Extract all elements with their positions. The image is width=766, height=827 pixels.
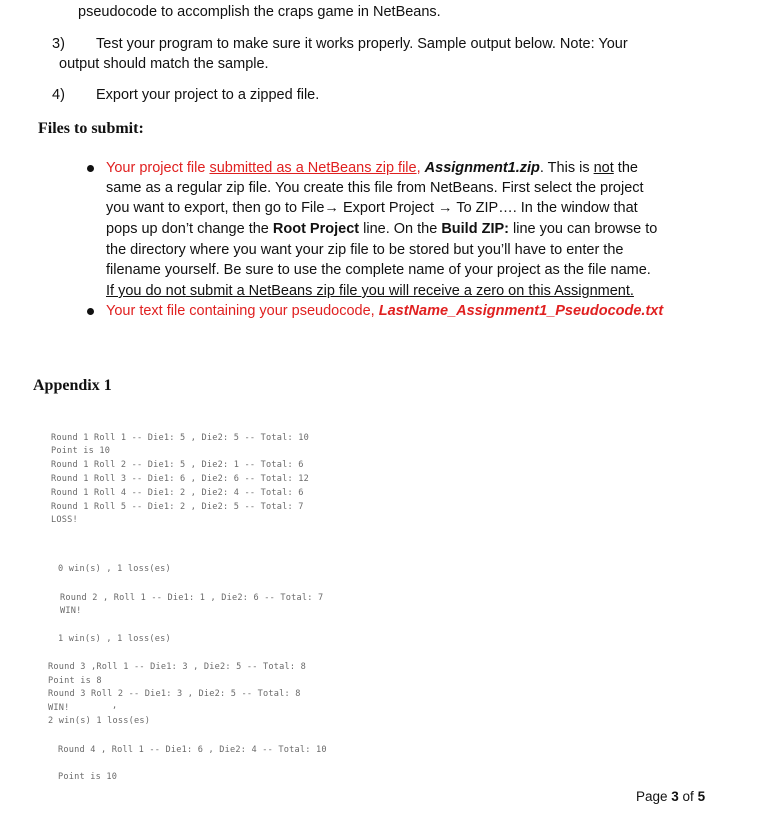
- step-4-text: Export your project to a zipped file.: [96, 87, 320, 103]
- bullet1-line7: If you do not submit a NetBeans zip file you will receive a zero on this Assignment.: [106, 283, 634, 299]
- output-line: Round 1 Roll 3 -- Die1: 6 , Die2: 6 -- Total: 12: [51, 474, 309, 484]
- appendix-heading: Appendix 1: [33, 377, 112, 394]
- output-line: Round 1 Roll 1 -- Die1: 5 , Die2: 5 -- Total: 10: [51, 433, 309, 443]
- output-line: Round 1 Roll 2 -- Die1: 5 , Die2: 1 -- Total: 6: [51, 460, 304, 470]
- step-3-continuation: output should match the sample.: [59, 56, 269, 72]
- files-to-submit-heading: Files to submit:: [38, 120, 144, 137]
- bullet2-line: Your text file containing your pseudocode, LastName_Assignment1_Pseudocode.txt: [106, 303, 664, 319]
- bullet-dot: [87, 165, 94, 172]
- step-4-number: 4): [52, 87, 65, 103]
- output-line: Point is 10: [58, 772, 118, 782]
- bullet1-line3: you want to export, then go to File→ Export Project → To ZIP…. In the window that: [106, 200, 638, 216]
- intro-line: pseudocode to accomplish the craps game in NetBeans.: [78, 4, 441, 20]
- output-line: Round 3 ,Roll 1 -- Die1: 3 , Die2: 5 -- Total: 8: [48, 662, 306, 672]
- output-line: 2 win(s) 1 loss(es): [48, 716, 151, 726]
- page-number: Page 3 of 5: [636, 789, 706, 804]
- bullet1-line4: pops up don’t change the Root Project line. On the Build ZIP: line you can browse to: [106, 221, 658, 237]
- output-line: Round 3 Roll 2 -- Die1: 3 , Die2: 5 -- Total: 8: [48, 689, 301, 699]
- output-line: Round 1 Roll 4 -- Die1: 2 , Die2: 4 -- Total: 6: [51, 488, 304, 498]
- output-line: 0 win(s) , 1 loss(es): [58, 564, 171, 574]
- output-line: Round 4 , Roll 1 -- Die1: 6 , Die2: 4 -- Total: 10: [58, 745, 327, 755]
- bullet1-line5: the directory where you want your zip file to be stored but you’ll have to enter the: [106, 242, 624, 258]
- output-line: Point is 10: [51, 446, 111, 456]
- step-3-number: 3): [52, 36, 65, 52]
- output-line: WIN!: [48, 703, 70, 713]
- output-line: Round 2 , Roll 1 -- Die1: 1 , Die2: 6 -- Total: 7: [60, 593, 324, 603]
- output-line: Round 1 Roll 5 -- Die1: 2 , Die2: 5 -- Total: 7: [51, 502, 304, 512]
- bullet1-line2: same as a regular zip file. You create this file from NetBeans. First select the project: [106, 180, 644, 196]
- output-line: LOSS!: [51, 515, 78, 525]
- bullet1-line6: filename yourself. Be sure to use the complete name of your project as the file name.: [106, 262, 651, 278]
- output-line: ,: [112, 701, 118, 711]
- step-3-text: Test your program to make sure it works properly. Sample output below. Note: Your: [96, 36, 628, 52]
- output-line: 1 win(s) , 1 loss(es): [58, 634, 171, 644]
- output-line: Point is 8: [48, 676, 102, 686]
- bullet1-line1: Your project file submitted as a NetBeans zip file, Assignment1.zip. This is not the: [106, 160, 638, 176]
- bullet-dot: [87, 308, 94, 315]
- output-line: WIN!: [60, 606, 82, 616]
